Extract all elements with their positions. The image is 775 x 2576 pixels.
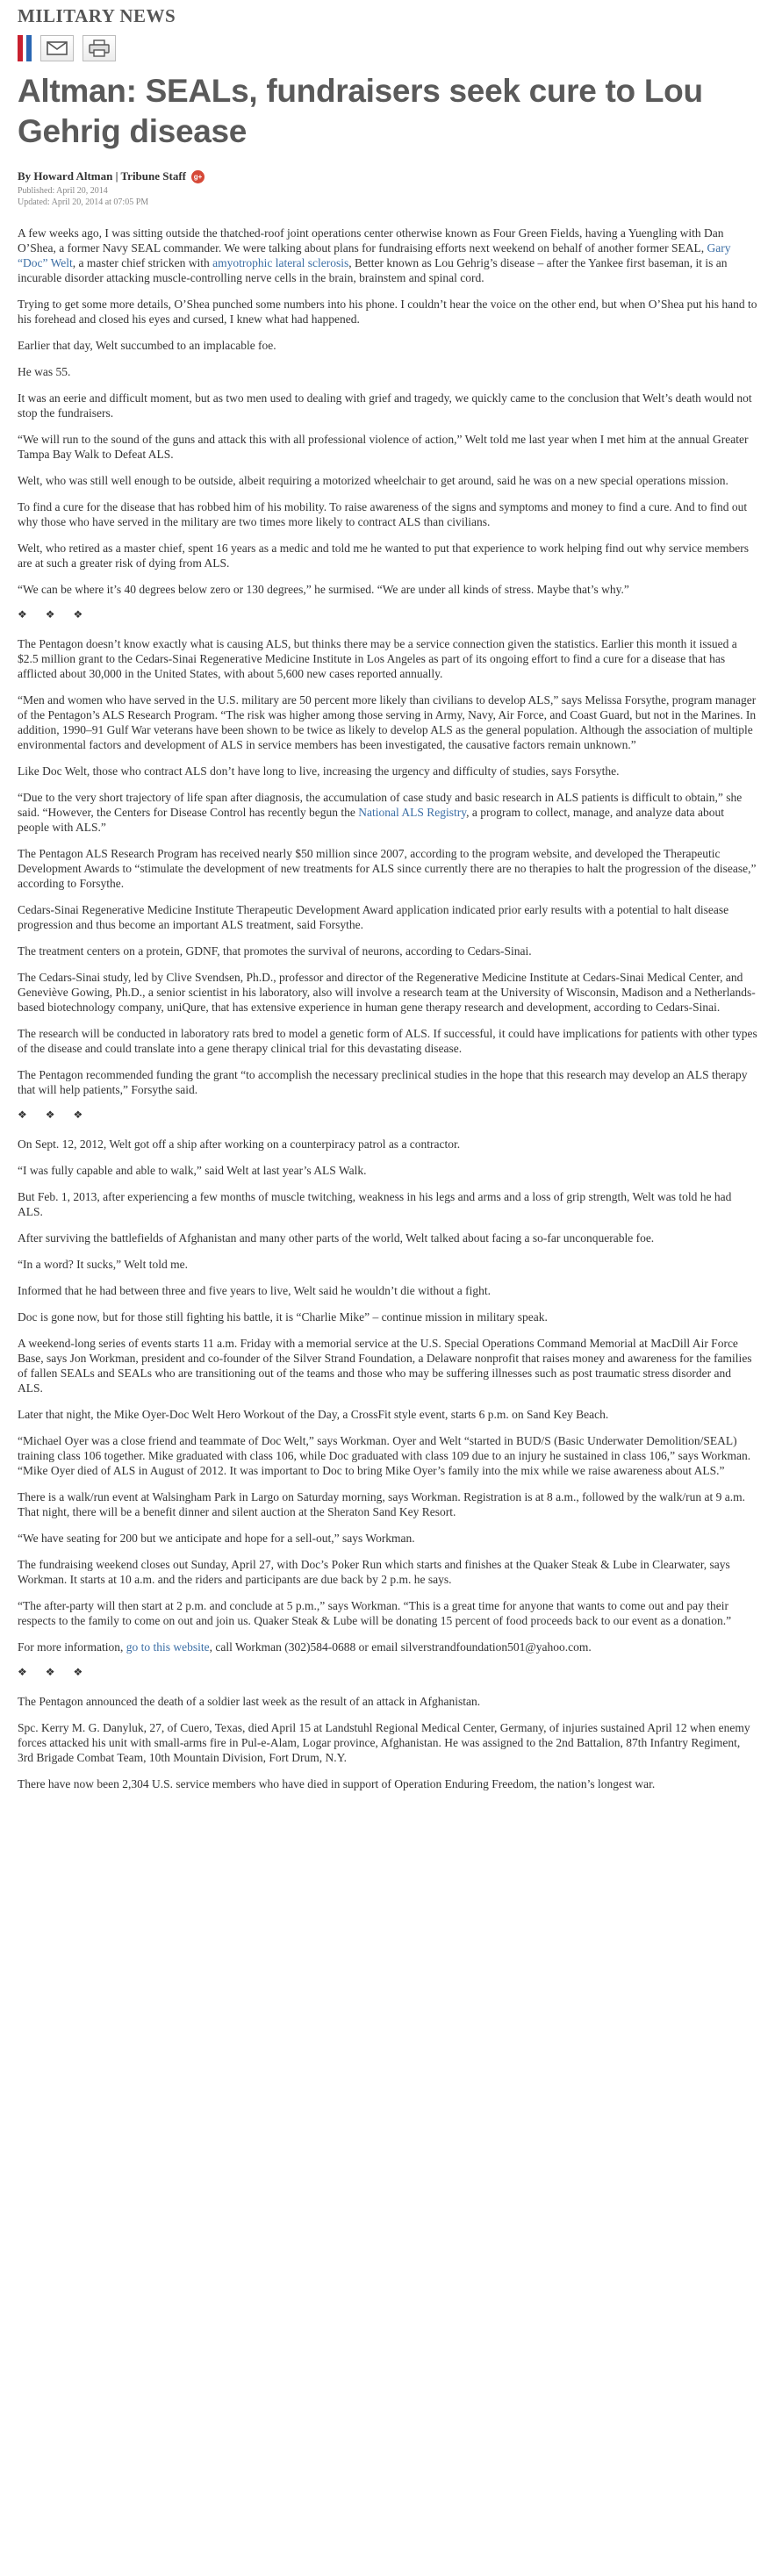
paragraph: The Pentagon announced the death of a soldier last week as the result of an attack in Afghanistan. — [18, 1695, 481, 1708]
envelope-icon — [47, 41, 68, 55]
paragraph: For more information, go to this website, call Workman (302)584-0688 or email silverstrandfoundation501@yahoo.com. — [18, 1640, 592, 1654]
paragraph: Doc is gone now, but for those still fighting his battle, it is “Charlie Mike” – continue mission in military speak. — [18, 1310, 548, 1324]
section-divider: ❖ ❖ ❖ — [18, 1109, 91, 1121]
article-dates — [18, 185, 757, 208]
printer-icon — [89, 39, 110, 57]
paragraph: There is a walk/run event at Walsingham Park in Largo on Saturday morning, says Workman. Registration is at 8 a.m., followed by the walk/run at 9 a.m. That night, there will be a benefit dinner and silent auction at the Sheraton Sand Key Resort. — [18, 1490, 746, 1518]
paragraph: Welt, who retired as a master chief, spent 16 years as a medic and told me he wanted to put that experience to work helping find out why service members are at such a greater risk of dying from ALS. — [18, 542, 750, 570]
byline: By Howard Altman | Tribune Staff — [18, 169, 186, 183]
paragraph: Like Doc Welt, those who contract ALS don’t have long to live, increasing the urgency and difficulty of studies, says Forsythe. — [18, 764, 620, 778]
paragraph: The Pentagon recommended funding the grant “to accomplish the necessary preclinical studies in the hope that this research may develop an ALS therapy that will help patients,” Forsythe said. — [18, 1068, 748, 1096]
paragraph: “Michael Oyer was a close friend and teammate of Doc Welt,” says Workman. Oyer and Welt “started in BUD/S (Basic Underwater Demolition/SEAL) training class 106 together. Mike graduated with class 106, while Doc graduated with class 109 due to an injury he sustained in class 106,” says Workman. “Mike Oyer died of ALS in August of 2012. It was important to Doc to bring Mike Oyer’s family into the mix while we raise awareness about ALS.” — [18, 1434, 751, 1477]
brand-bars — [18, 35, 32, 61]
paragraph: A weekend-long series of events starts 11 a.m. Friday with a memorial service at the U.S. Special Operations Command Memorial at MacDill Air Force Base, says Jon Workman, president and co-founder of the Silver Strand Foundation, a Delaware nonprofit that raises money and awareness for the families of fallen SEALs and SEALs who are transitioning out of the teams and those who may be suffering illnesses such as post traumatic stress disorder and ALS. — [18, 1337, 752, 1395]
paragraph: He was 55. — [18, 365, 71, 378]
paragraph: Informed that he had between three and five years to live, Welt said he wouldn’t die without a fight. — [18, 1284, 492, 1297]
paragraph: There have now been 2,304 U.S. service members who have died in support of Operation Enduring Freedom, the nation’s longest war. — [18, 1777, 656, 1790]
gary-welt-link[interactable]: Gary “Doc” Welt — [18, 241, 731, 269]
published-date: Published: April 20, 2014 — [18, 186, 108, 196]
section-divider: ❖ ❖ ❖ — [18, 608, 91, 621]
paragraph: The Cedars-Sinai study, led by Clive Svendsen, Ph.D., professor and director of the Regenerative Medicine Institute at Cedars-Sinai Medical Center, and Geneviève Gowing, Ph.D., a senior scientist in his laboratory, also will involve a research team at the University of Wisconsin, Madison and a Netherlands-based biotechnology company, uniQure, that has extensive experience in human gene therapy research and development, according to Cedars-Sinai. — [18, 971, 756, 1014]
paragraph: To find a cure for the disease that has robbed him of his mobility. To raise awareness of the signs and symptoms and money to find a cure. And to find out why those who have served in the military are two times more likely to contract ALS than civilians. — [18, 500, 748, 528]
paragraph: A few weeks ago, I was sitting outside the thatched-roof joint operations center otherwise known as Four Green Fields, having a Yuengling with Dan O’Shea, a former Navy SEAL commander. We were talking about plans for fundraising efforts next weekend on behalf of another former SEAL, Gary “Doc” Welt, a master chief stricken with amyotrophic lateral sclerosis, Better known as Lou Gehrig’s disease – after the Yankee first baseman, it is an incurable disorder attacking muscle-controlling nerve cells in the brain, brainstem and spinal cord. — [18, 226, 731, 284]
updated-date: Updated: April 20, 2014 at 07:05 PM — [18, 197, 149, 207]
paragraph: Later that night, the Mike Oyer-Doc Welt Hero Workout of the Day, a CrossFit style event, starts 6 p.m. on Sand Key Beach. — [18, 1408, 609, 1421]
article-tools — [18, 31, 757, 66]
section-label: MILITARY NEWS — [18, 5, 176, 26]
paragraph: It was an eerie and difficult moment, but as two men used to dealing with grief and tragedy, we quickly came to the conclusion that Welt’s death would not stop the fundraisers. — [18, 391, 752, 420]
paragraph: “We have seating for 200 but we anticipate and hope for a sell-out,” says Workman. — [18, 1532, 415, 1545]
paragraph: Spc. Kerry M. G. Danyluk, 27, of Cuero, Texas, died April 15 at Landstuhl Regional Medical Center, Germany, of injuries sustained April 12 when enemy forces attacked his unit with small-arms fire in Pul-e-Alam, Logar province, Afghanistan. He was assigned to the 2nd Battalion, 87th Infantry Regiment, 3rd Brigade Combat Team, 10th Mountain Division, Fort Drum, N.Y. — [18, 1721, 750, 1764]
paragraph: But Feb. 1, 2013, after experiencing a few months of muscle twitching, weakness in his legs and arms and a loss of grip strength, Welt was told he had ALS. — [18, 1190, 732, 1218]
email-button[interactable] — [40, 35, 74, 61]
article-headline: Altman: SEALs, fundraisers seek cure to Lou Gehrig disease — [18, 73, 703, 149]
als-link[interactable]: amyotrophic lateral sclerosis — [212, 256, 349, 269]
article-body — [18, 226, 757, 1791]
paragraph: The treatment centers on a protein, GDNF, that promotes the survival of neurons, according to Cedars-Sinai. — [18, 944, 532, 958]
paragraph: “We can be where it’s 40 degrees below zero or 130 degrees,” he surmised. “We are under all kinds of stress. Maybe that’s why.” — [18, 583, 629, 596]
paragraph: Cedars-Sinai Regenerative Medicine Institute Therapeutic Development Award application indicated prior early results with a potential to halt disease progression and thus become an important ALS treatment, said Forsythe. — [18, 903, 729, 931]
paragraph: “I was fully capable and able to walk,” said Welt at last year’s ALS Walk. — [18, 1164, 367, 1177]
paragraph: The Pentagon ALS Research Program has received nearly $50 million since 2007, according to the program website, and developed the Therapeutic Development Awards to “stimulate the development of new treatments for ALS since currently there are no therapies to halt the progression of the disease,” according to Forsythe. — [18, 847, 757, 890]
foundation-website-link[interactable]: go to this website — [126, 1640, 210, 1654]
paragraph: “Men and women who have served in the U.S. military are 50 percent more likely than civilians to develop ALS,” says Melissa Forsythe, program manager of the Pentagon’s ALS Research Program. “The risk was higher among those serving in Army, Navy, Air Force, and Coast Guard, but not in the Marines. In addition, 1990–91 Gulf War veterans have been shown to be twice as likely to develop ALS as the general population. Although the association of multiple environmental factors and development of ALS in service members has been investigated, the causative factors remain unknown.” — [18, 693, 757, 751]
paragraph: “Due to the very short trajectory of life span after diagnosis, the accumulation of case study and basic research in ALS patients is difficult to obtain,” she said. “However, the Centers for Disease Control has recently begun the National ALS Registry, a program to collect, manage, and analyze data about people with ALS.” — [18, 791, 743, 834]
paragraph: “The after-party will then start at 2 p.m. and conclude at 5 p.m.,” says Workman. “This is a great time for anyone that wants to come out and pay their respects to the family to come on out and join us. Quaker Steak & Lube will be donating 15 percent of food proceeds back to our event as a donation.” — [18, 1599, 732, 1627]
paragraph: “We will run to the sound of the guns and attack this with all professional violence of action,” Welt told me last year when I met him at the annual Greater Tampa Bay Walk to Defeat ALS. — [18, 433, 749, 461]
brand-bar-blue — [26, 35, 32, 61]
paragraph: On Sept. 12, 2012, Welt got off a ship after working on a counterpiracy patrol as a contractor. — [18, 1137, 461, 1151]
print-button[interactable] — [83, 35, 116, 61]
brand-bar-red — [18, 35, 23, 61]
paragraph: The Pentagon doesn’t know exactly what is causing ALS, but thinks there may be a service connection given the statistics. Earlier this month it issued a $2.5 million grant to the Cedars-Sinai Regenerative Medicine Institute in Los Angeles as part of its ongoing effort to find a cure for a disease that has afflicted about 30,000 in the United States, with about 5,600 new cases reported annually. — [18, 637, 737, 680]
byline-row — [18, 169, 757, 183]
google-plus-icon[interactable]: g+ — [191, 170, 205, 183]
paragraph: Earlier that day, Welt succumbed to an implacable foe. — [18, 339, 276, 352]
paragraph: After surviving the battlefields of Afghanistan and many other parts of the world, Welt talked about facing a so-far unconquerable foe. — [18, 1231, 655, 1245]
paragraph: “In a word? It sucks,” Welt told me. — [18, 1258, 188, 1271]
paragraph: Trying to get some more details, O’Shea punched some numbers into his phone. I couldn’t hear the voice on the other end, but when O’Shea put his hand to his forehead and closed his eyes and cursed, I knew what had happened. — [18, 298, 757, 326]
paragraph: Welt, who was still well enough to be outside, albeit requiring a motorized wheelchair to get around, said he was on a new special operations mission. — [18, 474, 728, 487]
paragraph: The research will be conducted in laboratory rats bred to model a genetic form of ALS. If successful, it could have implications for patients with other types of the disease and could translate into a gene therapy clinical trial for this devastating disease. — [18, 1027, 757, 1055]
section-divider: ❖ ❖ ❖ — [18, 1666, 91, 1678]
paragraph: The fundraising weekend closes out Sunday, April 27, with Doc’s Poker Run which starts and finishes at the Quaker Steak & Lube in Clearwater, says Workman. It starts at 10 a.m. and the riders and participants are due back by 2 p.m. he says. — [18, 1558, 730, 1586]
als-registry-link[interactable]: National ALS Registry — [358, 806, 467, 819]
